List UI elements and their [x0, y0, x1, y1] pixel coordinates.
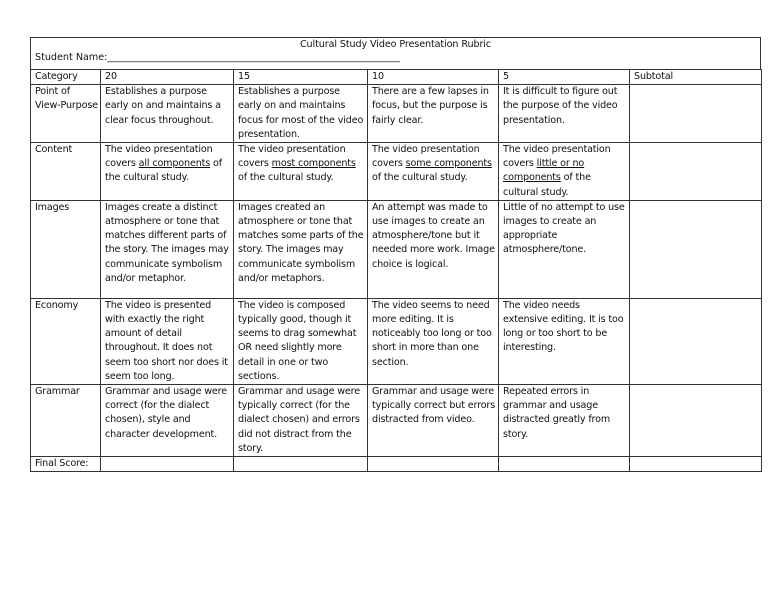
row-category: Content: [31, 143, 101, 201]
criteria-cell: Grammar and usage were typically correct (for the dialect chosen) and errors did not distract from the story.: [234, 385, 368, 457]
criteria-cell: Grammar and usage were typically correct but errors distracted from video.: [368, 385, 499, 457]
subtotal-cell: [630, 385, 762, 457]
cell-text: The video presentation covers: [503, 144, 611, 170]
empty-cell: [368, 457, 499, 472]
criteria-cell: Images create a distinct atmosphere or tone that matches different parts of the story. The images may communicate symbolism and/or metaphor.: [101, 200, 234, 298]
underlined-text: some components: [405, 158, 492, 170]
criteria-cell: Repeated errors in grammar and usage distracted greatly from story.: [499, 385, 630, 457]
final-score-cell: [630, 457, 762, 472]
criteria-cell: Establishes a purpose early on and maintains a clear focus throughout.: [101, 85, 234, 143]
final-score-row: [31, 457, 762, 472]
row-category: Grammar: [31, 385, 101, 457]
document-title: Cultural Study Video Presentation Rubric: [299, 39, 492, 50]
underlined-text: most components: [271, 158, 356, 170]
subtotal-cell: [630, 143, 762, 201]
empty-cell: [101, 457, 234, 472]
cell-text: of the cultural study.: [105, 158, 222, 184]
cell-text: of the cultural study.: [372, 172, 468, 184]
criteria-cell: The video seems to need more editing. It is noticeably too long or too short in more than one section.: [368, 298, 499, 384]
column-header: 5: [499, 70, 630, 85]
column-header: 15: [234, 70, 368, 85]
criteria-cell: Little of no attempt to use images to create an appropriate atmosphere/tone.: [499, 200, 630, 298]
criteria-cell: It is difficult to figure out the purpose of the video presentation.: [499, 85, 630, 143]
rubric-table: [30, 69, 762, 472]
row-category: Images: [31, 200, 101, 298]
table-row: [31, 85, 762, 143]
column-header: Category: [31, 70, 101, 85]
subtotal-cell: [630, 85, 762, 143]
criteria-cell: [368, 143, 499, 201]
criteria-cell: [234, 143, 368, 201]
column-header: 10: [368, 70, 499, 85]
rubric-sheet: [30, 37, 761, 472]
table-row: [31, 143, 762, 201]
subtotal-cell: [630, 298, 762, 384]
empty-cell: [499, 457, 630, 472]
cell-text: The video presentation covers: [238, 144, 346, 170]
subtotal-cell: [630, 200, 762, 298]
column-header: Subtotal: [630, 70, 762, 85]
criteria-cell: The video is presented with exactly the right amount of detail throughout. It does not seem too short nor does it seem too long.: [101, 298, 234, 384]
underlined-text: little or no components: [503, 158, 585, 184]
cell-text: of the cultural study.: [503, 172, 591, 198]
final-score-label: Final Score:: [31, 457, 101, 472]
row-category: Point of View-Purpose: [31, 85, 101, 143]
cell-text: The video presentation covers: [105, 144, 213, 170]
table-row: [31, 385, 762, 457]
criteria-cell: The video needs extensive editing. It is too long or too short to be interesting.: [499, 298, 630, 384]
criteria-cell: Images created an atmosphere or tone that matches some parts of the story. The images may communicate symbolism and/or metaphors.: [234, 200, 368, 298]
cell-text: The video presentation covers: [372, 144, 480, 170]
empty-cell: [234, 457, 368, 472]
criteria-cell: [499, 143, 630, 201]
header-row: [31, 70, 762, 85]
criteria-cell: An attempt was made to use images to create an atmosphere/tone but it needed more work. Image choice is logical.: [368, 200, 499, 298]
cell-text: of the cultural study.: [238, 172, 334, 184]
criteria-cell: The video is composed typically good, though it seems to drag somewhat OR need slightly more detail in one or two sections.: [234, 298, 368, 384]
criteria-cell: [101, 143, 234, 201]
column-header: 20: [101, 70, 234, 85]
table-row: [31, 200, 762, 298]
rubric-header: [30, 37, 761, 69]
table-row: [31, 298, 762, 384]
row-category: Economy: [31, 298, 101, 384]
underlined-text: all components: [138, 158, 211, 170]
criteria-cell: There are a few lapses in focus, but the purpose is fairly clear.: [368, 85, 499, 143]
criteria-cell: Establishes a purpose early on and maintains focus for most of the video presentation.: [234, 85, 368, 143]
student-name-line: Student Name:_____________________________________________________________: [35, 52, 400, 63]
criteria-cell: Grammar and usage were correct (for the dialect chosen), style and character development.: [101, 385, 234, 457]
